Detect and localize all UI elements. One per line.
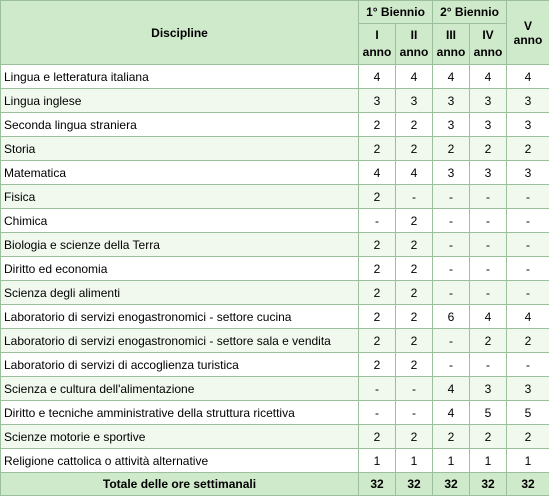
hours-year-3: 3 [433, 89, 470, 113]
hours-year-2: 3 [396, 89, 433, 113]
total-label: Totale delle ore settimanali [1, 473, 359, 496]
hours-year-2: 2 [396, 353, 433, 377]
table-row [1, 209, 549, 233]
hours-year-5: - [507, 353, 549, 377]
total-year-5: 32 [507, 473, 549, 496]
hours-year-2: 2 [396, 137, 433, 161]
hours-year-3: 4 [433, 401, 470, 425]
table-row [1, 353, 549, 377]
hours-year-2: - [396, 401, 433, 425]
discipline-name: Diritto e tecniche amministrative della struttura ricettiva [1, 401, 359, 425]
hours-year-4: 5 [470, 401, 507, 425]
hours-year-4: 3 [470, 113, 507, 137]
total-year-3: 32 [433, 473, 470, 496]
hours-year-1: 2 [359, 257, 396, 281]
year-unit: anno [473, 45, 503, 59]
table-row [1, 257, 549, 281]
hours-year-3: - [433, 353, 470, 377]
header-fifth-year-numeral: V [523, 18, 532, 33]
hours-year-3: - [433, 209, 470, 233]
header-fifth-year [507, 1, 549, 65]
year-numeral: III [445, 28, 456, 42]
hours-year-4: 3 [470, 89, 507, 113]
hours-year-1: 2 [359, 281, 396, 305]
hours-year-1: 2 [359, 233, 396, 257]
hours-year-3: 2 [433, 425, 470, 449]
discipline-name: Matematica [1, 161, 359, 185]
hours-year-1: - [359, 377, 396, 401]
hours-year-5: 3 [507, 113, 549, 137]
header-row-groups [1, 1, 549, 24]
hours-year-1: 2 [359, 137, 396, 161]
hours-year-5: 4 [507, 65, 549, 89]
table-row [1, 377, 549, 401]
table-row [1, 161, 549, 185]
total-row [1, 473, 549, 496]
hours-year-2: 2 [396, 425, 433, 449]
year-numeral: II [410, 28, 418, 42]
hours-year-2: 2 [396, 233, 433, 257]
hours-year-2: - [396, 377, 433, 401]
year-numeral: IV [482, 28, 494, 42]
hours-year-3: 3 [433, 113, 470, 137]
hours-year-4: 1 [470, 449, 507, 473]
hours-year-4: 2 [470, 329, 507, 353]
hours-year-5: 1 [507, 449, 549, 473]
hours-year-3: 4 [433, 65, 470, 89]
hours-year-3: - [433, 185, 470, 209]
hours-year-2: 1 [396, 449, 433, 473]
header-discipline: Discipline [1, 1, 359, 65]
header-year-3 [433, 24, 470, 65]
table-row [1, 233, 549, 257]
table-row [1, 281, 549, 305]
hours-year-5: - [507, 281, 549, 305]
header-fifth-year-unit: anno [513, 32, 543, 47]
hours-year-2: 4 [396, 65, 433, 89]
hours-year-4: 4 [470, 305, 507, 329]
hours-year-4: - [470, 257, 507, 281]
hours-year-5: 4 [507, 305, 549, 329]
table-row [1, 65, 549, 89]
hours-year-4: 2 [470, 425, 507, 449]
year-numeral: I [375, 28, 379, 42]
discipline-name: Scienze motorie e sportive [1, 425, 359, 449]
hours-year-3: 3 [433, 161, 470, 185]
year-unit: anno [436, 45, 466, 59]
discipline-name: Diritto ed economia [1, 257, 359, 281]
hours-year-5: 5 [507, 401, 549, 425]
discipline-name: Chimica [1, 209, 359, 233]
hours-year-1: 2 [359, 353, 396, 377]
table-row [1, 137, 549, 161]
discipline-name: Laboratorio di servizi di accoglienza turistica [1, 353, 359, 377]
hours-year-5: 2 [507, 329, 549, 353]
discipline-name: Seconda lingua straniera [1, 113, 359, 137]
hours-year-1: 2 [359, 425, 396, 449]
hours-year-1: 4 [359, 65, 396, 89]
total-year-2: 32 [396, 473, 433, 496]
hours-year-3: 1 [433, 449, 470, 473]
header-year-1 [359, 24, 396, 65]
table-body [1, 65, 549, 473]
hours-year-2: 2 [396, 281, 433, 305]
discipline-name: Biologia e scienze della Terra [1, 233, 359, 257]
year-unit: anno [399, 45, 429, 59]
hours-year-5: 3 [507, 89, 549, 113]
discipline-name: Fisica [1, 185, 359, 209]
hours-year-3: 4 [433, 377, 470, 401]
hours-year-5: 2 [507, 425, 549, 449]
hours-year-4: - [470, 233, 507, 257]
hours-year-4: 3 [470, 377, 507, 401]
hours-year-5: - [507, 185, 549, 209]
year-unit: anno [362, 45, 392, 59]
hours-year-2: 2 [396, 305, 433, 329]
table-row [1, 113, 549, 137]
discipline-name: Scienza e cultura dell'alimentazione [1, 377, 359, 401]
hours-year-2: 2 [396, 113, 433, 137]
discipline-name: Laboratorio di servizi enogastronomici - settore cucina [1, 305, 359, 329]
hours-year-4: - [470, 209, 507, 233]
hours-year-1: 2 [359, 185, 396, 209]
hours-year-5: 3 [507, 161, 549, 185]
discipline-name: Lingua e letteratura italiana [1, 65, 359, 89]
hours-year-1: - [359, 401, 396, 425]
discipline-name: Scienza degli alimenti [1, 281, 359, 305]
discipline-name: Religione cattolica o attività alternative [1, 449, 359, 473]
table-row [1, 425, 549, 449]
hours-year-2: 2 [396, 257, 433, 281]
hours-year-1: 2 [359, 305, 396, 329]
hours-year-2: 4 [396, 161, 433, 185]
hours-year-3: 2 [433, 137, 470, 161]
discipline-name: Laboratorio di servizi enogastronomici - settore sala e vendita [1, 329, 359, 353]
header-second-biennium: 2° Biennio [433, 1, 507, 24]
hours-year-4: 3 [470, 161, 507, 185]
hours-year-4: - [470, 353, 507, 377]
hours-year-2: - [396, 185, 433, 209]
hours-year-3: - [433, 257, 470, 281]
hours-year-2: 2 [396, 209, 433, 233]
discipline-name: Storia [1, 137, 359, 161]
hours-year-4: 4 [470, 65, 507, 89]
header-year-4 [470, 24, 507, 65]
hours-year-5: - [507, 233, 549, 257]
hours-year-3: - [433, 329, 470, 353]
discipline-name: Lingua inglese [1, 89, 359, 113]
table-row [1, 305, 549, 329]
hours-year-1: 4 [359, 161, 396, 185]
hours-year-2: 2 [396, 329, 433, 353]
hours-year-4: 2 [470, 137, 507, 161]
hours-year-3: - [433, 233, 470, 257]
hours-year-1: - [359, 209, 396, 233]
hours-year-1: 2 [359, 113, 396, 137]
hours-year-3: 6 [433, 305, 470, 329]
hours-year-1: 1 [359, 449, 396, 473]
hours-year-4: - [470, 281, 507, 305]
total-year-1: 32 [359, 473, 396, 496]
table-row [1, 449, 549, 473]
hours-year-3: - [433, 281, 470, 305]
hours-year-4: - [470, 185, 507, 209]
total-year-4: 32 [470, 473, 507, 496]
table-row [1, 401, 549, 425]
hours-year-5: - [507, 209, 549, 233]
header-first-biennium: 1° Biennio [359, 1, 433, 24]
table-row [1, 89, 549, 113]
hours-year-5: 2 [507, 137, 549, 161]
hours-year-5: 3 [507, 377, 549, 401]
table-row [1, 185, 549, 209]
header-year-2 [396, 24, 433, 65]
hours-year-5: - [507, 257, 549, 281]
table-row [1, 329, 549, 353]
hours-year-1: 3 [359, 89, 396, 113]
hours-year-1: 2 [359, 329, 396, 353]
